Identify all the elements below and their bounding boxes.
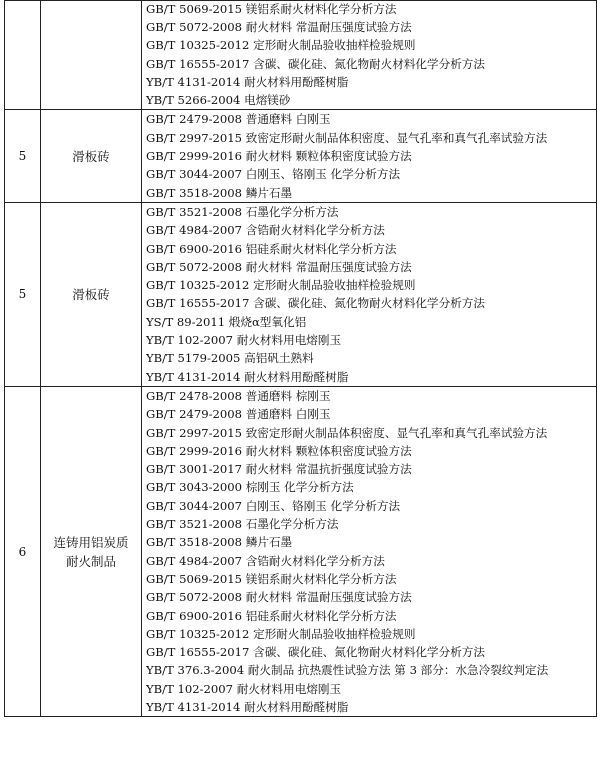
- standard-item: GB/T 3044-2007 白刚玉、铬刚玉 化学分析方法: [146, 498, 401, 513]
- standard-item: GB/T 2997-2015 致密定形耐火制品体积密度、显气孔率和真气孔率试验方法: [146, 130, 548, 145]
- standard-item: GB/T 4984-2007 含锆耐火材料化学分析方法: [146, 223, 385, 238]
- standard-item: GB/T 3518-2008 鳞片石墨: [146, 185, 293, 200]
- standard-item: GB/T 10325-2012 定形耐火制品验收抽样检验规则: [146, 626, 416, 641]
- standard-item: GB/T 5072-2008 耐火材料 常温耐压强度试验方法: [146, 590, 412, 605]
- standard-item: YB/T 4131-2014 耐火材料用酚醛树脂: [146, 699, 349, 714]
- standard-item: GB/T 5072-2008 耐火材料 常温耐压强度试验方法: [146, 259, 412, 274]
- standard-item: GB/T 2999-2016 耐火材料 颗粒体积密度试验方法: [146, 443, 412, 458]
- standards-cell: [142, 202, 597, 386]
- product-name: 滑板砖: [41, 202, 142, 386]
- standard-item: GB/T 3518-2008 鳞片石墨: [146, 535, 293, 550]
- table-row: [5, 110, 597, 202]
- standard-item: YS/T 89-2011 煅烧α型氧化铝: [146, 314, 307, 329]
- table-row: [5, 202, 597, 386]
- item-number: [5, 1, 41, 110]
- standards-table: [4, 0, 597, 717]
- standards-cell: [142, 110, 597, 202]
- standard-item: GB/T 10325-2012 定形耐火制品验收抽样检验规则: [146, 278, 416, 293]
- product-name: 滑板砖: [41, 110, 142, 202]
- standard-item: GB/T 5072-2008 耐火材料 常温耐压强度试验方法: [146, 20, 412, 34]
- standard-item: GB/T 4984-2007 含锆耐火材料化学分析方法: [146, 553, 385, 568]
- standard-item: GB/T 3044-2007 白刚玉、铬刚玉 化学分析方法: [146, 167, 401, 182]
- standard-item: GB/T 16555-2017 含碳、碳化硅、氮化物耐火材料化学分析方法: [146, 296, 485, 311]
- standard-item: YB/T 4131-2014 耐火材料用酚醛树脂: [146, 74, 349, 89]
- standard-item: GB/T 3043-2000 棕刚玉 化学分析方法: [146, 480, 354, 495]
- standard-item: GB/T 2997-2015 致密定形耐火制品体积密度、显气孔率和真气孔率试验方法: [146, 425, 548, 440]
- standards-cell: [142, 386, 597, 716]
- standard-item: YB/T 4131-2014 耐火材料用酚醛树脂: [146, 369, 349, 384]
- standard-item: GB/T 3521-2008 石墨化学分析方法: [146, 204, 339, 219]
- standard-item: GB/T 6900-2016 铝硅系耐火材料化学分析方法: [146, 608, 397, 623]
- standard-item: YB/T 376.3-2004 耐火制品 抗热震性试验方法 第 3 部分：水急冷裂纹判定法: [146, 663, 549, 678]
- standard-item: GB/T 2478-2008 普通磨料 棕刚玉: [146, 388, 331, 403]
- standard-item: GB/T 16555-2017 含碳、碳化硅、氮化物耐火材料化学分析方法: [146, 56, 485, 71]
- product-name-line: 连铸用铝炭质: [53, 534, 129, 550]
- table-row: [5, 1, 597, 110]
- standard-item: GB/T 6900-2016 铝硅系耐火材料化学分析方法: [146, 241, 397, 256]
- standard-item: GB/T 5069-2015 镁铝系耐火材料化学分析方法: [146, 571, 397, 586]
- standard-item: GB/T 5069-2015 镁铝系耐火材料化学分析方法: [146, 2, 397, 16]
- product-name-line: 耐火制品: [65, 553, 116, 569]
- standard-item: YB/T 5179-2005 高铝矾土熟料: [146, 351, 314, 366]
- standard-item: GB/T 2479-2008 普通磨料 白刚玉: [146, 112, 331, 127]
- standard-item: GB/T 2999-2016 耐火材料 颗粒体积密度试验方法: [146, 149, 412, 164]
- product-name: [41, 1, 142, 110]
- standard-item: GB/T 3521-2008 石墨化学分析方法: [146, 517, 339, 532]
- product-name: [41, 386, 142, 716]
- standard-item: GB/T 10325-2012 定形耐火制品验收抽样检验规则: [146, 38, 416, 53]
- standard-item: GB/T 16555-2017 含碳、碳化硅、氮化物耐火材料化学分析方法: [146, 645, 485, 660]
- standard-item: YB/T 102-2007 耐火材料用电熔刚玉: [146, 333, 342, 348]
- item-number: 6: [5, 386, 41, 716]
- standard-item: YB/T 102-2007 耐火材料用电熔刚玉: [146, 681, 342, 696]
- standard-item: GB/T 3001-2017 耐火材料 常温抗折强度试验方法: [146, 462, 412, 477]
- table-row: [5, 386, 597, 716]
- item-number: 5: [5, 202, 41, 386]
- standard-item: GB/T 2479-2008 普通磨料 白刚玉: [146, 407, 331, 422]
- item-number: 5: [5, 110, 41, 202]
- standards-cell: [142, 1, 597, 110]
- standard-item: YB/T 5266-2004 电熔镁砂: [146, 93, 291, 108]
